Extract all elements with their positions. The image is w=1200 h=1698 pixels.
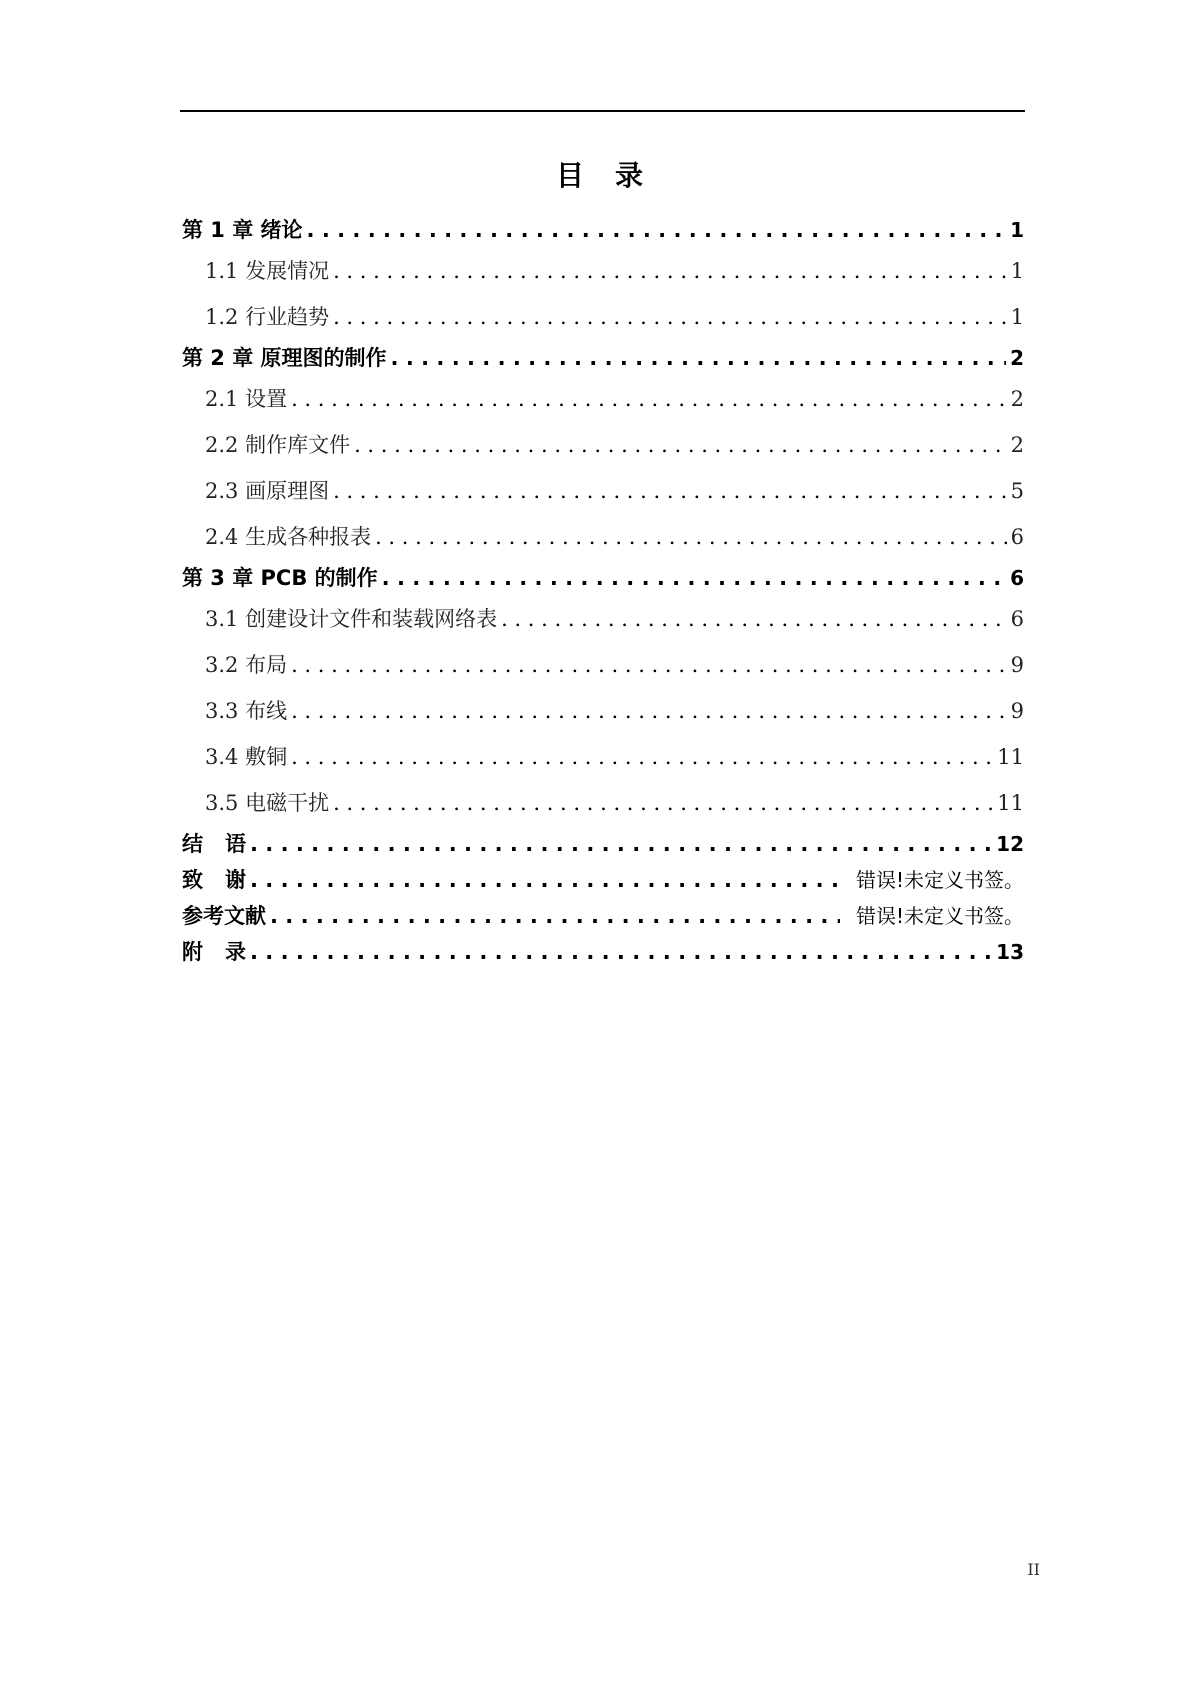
toc-entry-label xyxy=(182,934,246,970)
toc-entry-label: 2.1 设置 xyxy=(205,387,288,411)
toc-entry-page: 1 xyxy=(1010,305,1024,329)
toc-entry-label-char: 结 xyxy=(182,832,203,856)
toc-entry-page: 5 xyxy=(1010,479,1024,503)
toc-entry-label: 第 2 章 原理图的制作 xyxy=(182,346,387,370)
toc-entry-label-char: 致 xyxy=(182,868,203,892)
toc-entry-bookmark-error: 错误!未定义书签。 xyxy=(855,868,1024,892)
toc-entry-page: 2 xyxy=(1010,433,1024,457)
toc-entry-section-2-4[interactable] xyxy=(182,514,1024,560)
toc-entry-label-char: 谢 xyxy=(225,868,246,892)
toc-entry-chapter-2[interactable] xyxy=(182,340,1024,376)
dot-leader xyxy=(333,468,1007,514)
table-of-contents xyxy=(182,212,1024,970)
dot-leader xyxy=(354,422,1007,468)
toc-entry-page: 9 xyxy=(1010,653,1024,677)
toc-entry-appendix[interactable] xyxy=(182,934,1024,970)
toc-entry-label: 3.4 敷铜 xyxy=(205,745,288,769)
toc-title xyxy=(0,156,1200,196)
toc-entry-page: 11 xyxy=(997,745,1024,769)
dot-leader xyxy=(270,898,840,934)
toc-entry-label: 3.5 电磁干扰 xyxy=(205,791,330,815)
toc-entry-page: 6 xyxy=(1010,566,1024,590)
toc-entry-label: 3.1 创建设计文件和装载网络表 xyxy=(205,607,498,631)
toc-entry-conclusion[interactable] xyxy=(182,826,1024,862)
toc-entry-chapter-3[interactable] xyxy=(182,560,1024,596)
dot-leader xyxy=(250,826,992,862)
toc-entry-page: 11 xyxy=(997,791,1024,815)
toc-entry-label: 第 1 章 绪论 xyxy=(182,218,303,242)
toc-entry-page: 13 xyxy=(996,940,1024,964)
toc-entry-label xyxy=(182,826,246,862)
toc-entry-section-3-4[interactable] xyxy=(182,734,1024,780)
toc-entry-label: 3.3 布线 xyxy=(205,699,288,723)
dot-leader xyxy=(391,340,1007,376)
toc-entry-chapter-1[interactable] xyxy=(182,212,1024,248)
toc-entry-label: 2.2 制作库文件 xyxy=(205,433,351,457)
toc-entry-label: 第 3 章 PCB 的制作 xyxy=(182,566,378,590)
dot-leader xyxy=(291,688,1007,734)
toc-entry-section-3-1[interactable] xyxy=(182,596,1024,642)
toc-entry-label: 1.1 发展情况 xyxy=(205,259,330,283)
toc-entry-bookmark-error: 错误!未定义书签。 xyxy=(855,904,1024,928)
dot-leader xyxy=(250,862,840,898)
toc-title-char-1: 目 xyxy=(555,159,585,192)
toc-entry-references[interactable] xyxy=(182,898,1024,934)
toc-entry-page: 1 xyxy=(1010,218,1024,242)
toc-entry-label: 3.2 布局 xyxy=(205,653,288,677)
toc-entry-label-char: 附 xyxy=(182,940,203,964)
toc-entry-section-2-1[interactable] xyxy=(182,376,1024,422)
toc-entry-section-1-1[interactable] xyxy=(182,248,1024,294)
header-rule xyxy=(180,110,1025,112)
toc-entry-section-2-3[interactable] xyxy=(182,468,1024,514)
dot-leader xyxy=(307,212,1007,248)
toc-title-char-2: 录 xyxy=(615,159,645,192)
toc-entry-label: 参考文献 xyxy=(182,904,266,928)
toc-entry-page: 6 xyxy=(1010,607,1024,631)
dot-leader xyxy=(250,934,992,970)
toc-entry-label xyxy=(182,862,246,898)
toc-entry-acknowledgements[interactable] xyxy=(182,862,1024,898)
dot-leader xyxy=(501,596,1007,642)
toc-entry-section-3-3[interactable] xyxy=(182,688,1024,734)
toc-entry-label-char: 录 xyxy=(225,940,246,964)
toc-entry-page: 9 xyxy=(1010,699,1024,723)
dot-leader xyxy=(291,642,1007,688)
dot-leader xyxy=(382,560,1006,596)
toc-entry-page: 2 xyxy=(1010,346,1024,370)
toc-entry-page: 6 xyxy=(1010,525,1024,549)
toc-entry-page: 2 xyxy=(1010,387,1024,411)
toc-entry-label: 1.2 行业趋势 xyxy=(205,305,330,329)
toc-entry-section-3-5[interactable] xyxy=(182,780,1024,826)
toc-entry-page: 1 xyxy=(1010,259,1024,283)
dot-leader xyxy=(291,376,1007,422)
toc-entry-label: 2.4 生成各种报表 xyxy=(205,525,372,549)
toc-entry-section-3-2[interactable] xyxy=(182,642,1024,688)
dot-leader xyxy=(375,514,1007,560)
dot-leader xyxy=(333,780,993,826)
toc-entry-section-1-2[interactable] xyxy=(182,294,1024,340)
toc-entry-label-char: 语 xyxy=(225,832,246,856)
toc-entry-page: 12 xyxy=(996,832,1024,856)
dot-leader xyxy=(333,248,1007,294)
toc-entry-section-2-2[interactable] xyxy=(182,422,1024,468)
page-number: II xyxy=(1027,1560,1040,1579)
toc-entry-label: 2.3 画原理图 xyxy=(205,479,330,503)
dot-leader xyxy=(291,734,993,780)
dot-leader xyxy=(333,294,1007,340)
